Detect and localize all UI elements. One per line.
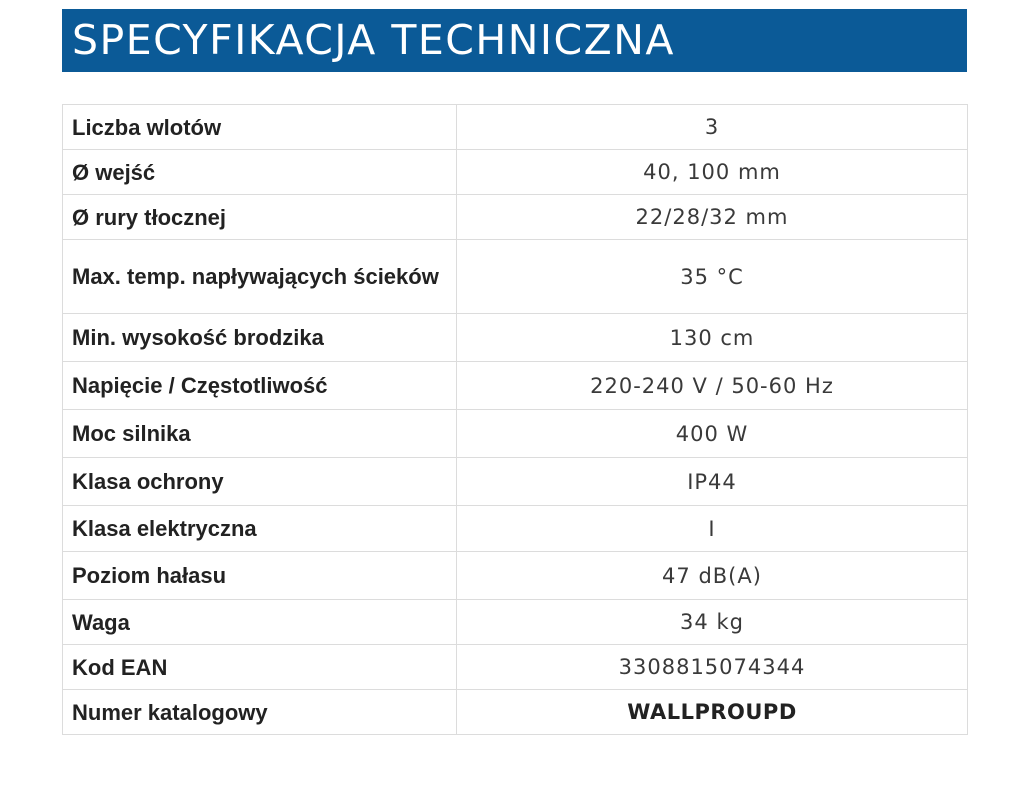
spec-value: 3 bbox=[457, 105, 968, 150]
table-row bbox=[63, 195, 968, 240]
spec-value: 22/28/32 mm bbox=[457, 195, 968, 240]
spec-value: WALLPROUPD bbox=[457, 690, 968, 735]
table-row bbox=[63, 600, 968, 645]
spec-label: Kod EAN bbox=[63, 645, 457, 690]
table-row bbox=[63, 362, 968, 410]
section-title: SPECYFIKACJA TECHNICZNA bbox=[72, 16, 675, 64]
spec-value: 130 cm bbox=[457, 314, 968, 362]
specification-table bbox=[62, 104, 968, 735]
spec-value: IP44 bbox=[457, 458, 968, 506]
spec-label: Numer katalogowy bbox=[63, 690, 457, 735]
table-row bbox=[63, 150, 968, 195]
spec-label: Liczba wlotów bbox=[63, 105, 457, 150]
spec-label: Waga bbox=[63, 600, 457, 645]
spec-value: 47 dB(A) bbox=[457, 552, 968, 600]
spec-label: Ø rury tłocznej bbox=[63, 195, 457, 240]
table-row bbox=[63, 690, 968, 735]
section-header-banner bbox=[62, 9, 967, 72]
spec-label: Napięcie / Częstotliwość bbox=[63, 362, 457, 410]
spec-value: I bbox=[457, 506, 968, 552]
spec-label: Moc silnika bbox=[63, 410, 457, 458]
table-row bbox=[63, 105, 968, 150]
table-row bbox=[63, 314, 968, 362]
table-row bbox=[63, 506, 968, 552]
table-row bbox=[63, 458, 968, 506]
table-row bbox=[63, 645, 968, 690]
spec-value: 34 kg bbox=[457, 600, 968, 645]
spec-label: Poziom hałasu bbox=[63, 552, 457, 600]
spec-value: 400 W bbox=[457, 410, 968, 458]
spec-label: Klasa elektryczna bbox=[63, 506, 457, 552]
spec-label: Klasa ochrony bbox=[63, 458, 457, 506]
table-row bbox=[63, 552, 968, 600]
spec-value: 35 °C bbox=[457, 240, 968, 314]
spec-label: Ø wejść bbox=[63, 150, 457, 195]
spec-label: Max. temp. napływających ścieków bbox=[63, 240, 457, 314]
spec-value: 220-240 V / 50-60 Hz bbox=[457, 362, 968, 410]
table-row bbox=[63, 410, 968, 458]
spec-label: Min. wysokość brodzika bbox=[63, 314, 457, 362]
spec-value: 40, 100 mm bbox=[457, 150, 968, 195]
table-row bbox=[63, 240, 968, 314]
spec-value: 3308815074344 bbox=[457, 645, 968, 690]
